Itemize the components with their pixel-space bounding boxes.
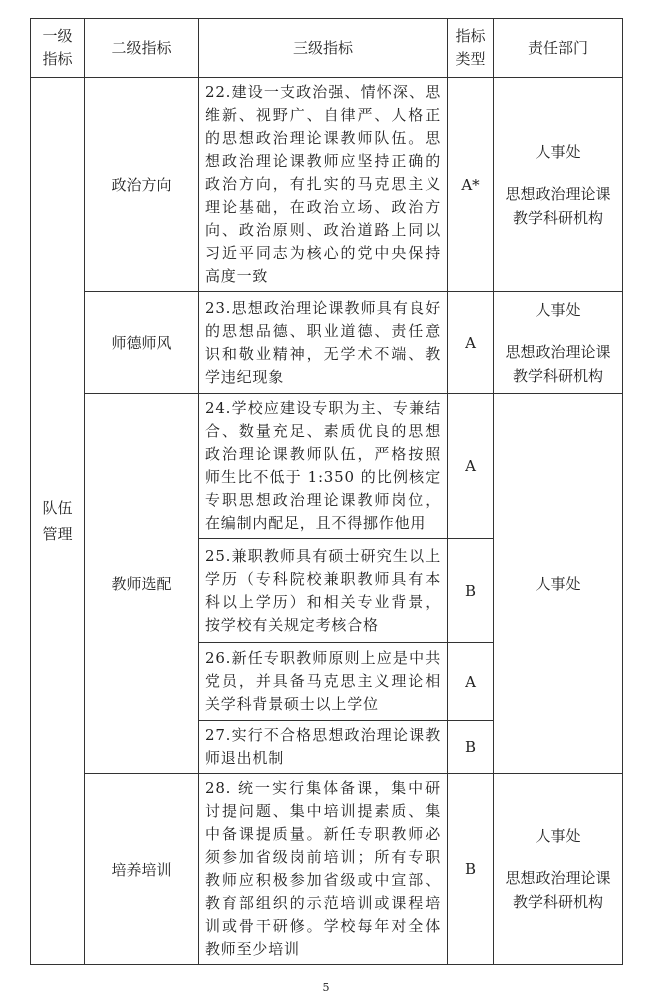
- level1-line1: 队伍: [42, 499, 73, 517]
- dept-cell: [494, 78, 623, 292]
- type-cell: B: [448, 721, 494, 774]
- level2-cell: 政治方向: [85, 78, 199, 292]
- level3-cell: 23.思想政治理论课教师具有良好的思想品德、职业道德、责任意识和敬业精神，无学术不端、教学违纪现象: [199, 292, 448, 394]
- type-cell: B: [448, 774, 494, 965]
- dept-line: 人事处: [535, 142, 581, 161]
- dept-cell: [494, 774, 623, 965]
- level3-cell: 26.新任专职教师原则上应是中共党员，并具备马克思主义理论相关学科背景硕士以上学位: [199, 643, 448, 721]
- level2-cell: 师德师风: [85, 292, 199, 394]
- header-level1: [31, 19, 85, 78]
- header-type-line2: 类型: [455, 50, 486, 68]
- header-level2: 二级指标: [85, 19, 199, 78]
- header-row: [31, 19, 623, 78]
- dept-line: 人事处: [535, 827, 581, 845]
- page-number: 5: [322, 981, 330, 994]
- type-cell: B: [448, 539, 494, 643]
- type-cell: A: [448, 292, 494, 394]
- table-row: [31, 292, 623, 394]
- level3-cell: 24.学校应建设专职为主、专兼结合、数量充足、素质优良的思想政治理论课教师队伍，严格按照师生比不低于 1:350 的比例核定专职思想政治理论课教师岗位，在编制内配足，且不得挪作他用: [199, 394, 448, 539]
- dept-line: 教学科研机构: [512, 208, 603, 227]
- type-cell: A: [448, 394, 494, 539]
- level3-cell: 27.实行不合格思想政治理论课教师退出机制: [199, 721, 448, 774]
- level1-line2: 管理: [42, 525, 73, 543]
- level3-cell: 25.兼职教师具有硕士研究生以上学历（专科院校兼职教师具有本科以上学历）和相关专业背景，按学校有关规定考核合格: [199, 539, 448, 643]
- level3-cell: 22.建设一支政治强、情怀深、思维新、视野广、自律严、人格正的思想政治理论课教师队伍。思想政治理论课教师应坚持正确的政治方向，有扎实的马克思主义理论基础，在政治立场、政治方向、政治原则、政治道路上同以习近平同志为核心的党中央保持高度一致: [199, 78, 448, 292]
- dept-line: 教学科研机构: [512, 366, 603, 385]
- dept-line: 思想政治理论课: [505, 184, 611, 203]
- dept-line: 思想政治理论课: [505, 869, 611, 887]
- header-type: [448, 19, 494, 78]
- level1-cell: [31, 78, 85, 965]
- header-dept: 责任部门: [494, 19, 623, 78]
- table-row: [31, 78, 623, 292]
- level2-cell: 培养培训: [85, 774, 199, 965]
- header-level3: 三级指标: [199, 19, 448, 78]
- level3-cell: 28. 统一实行集体备课，集中研讨提问题、集中培训提素质、集中备课提质量。新任专职教师必须参加省级岗前培训；所有专职教师应积极参加省级或中宣部、教育部组织的示范培训或课程培训或骨干研修。学校每年对全体教师至少培训: [199, 774, 448, 965]
- dept-line: 思想政治理论课: [505, 342, 611, 361]
- table-row: [31, 774, 623, 965]
- dept-cell: [494, 292, 623, 394]
- indicator-table: [30, 18, 623, 965]
- dept-cell: 人事处: [494, 394, 623, 774]
- dept-line: 教学科研机构: [512, 893, 603, 911]
- header-level1-line2: 指标: [42, 50, 73, 68]
- type-cell: A: [448, 643, 494, 721]
- header-level1-line1: 一级: [42, 27, 73, 45]
- level2-cell: 教师选配: [85, 394, 199, 774]
- type-cell: A*: [448, 78, 494, 292]
- dept-line: 人事处: [535, 300, 581, 319]
- table-row: [31, 394, 623, 539]
- header-type-line1: 指标: [455, 27, 486, 45]
